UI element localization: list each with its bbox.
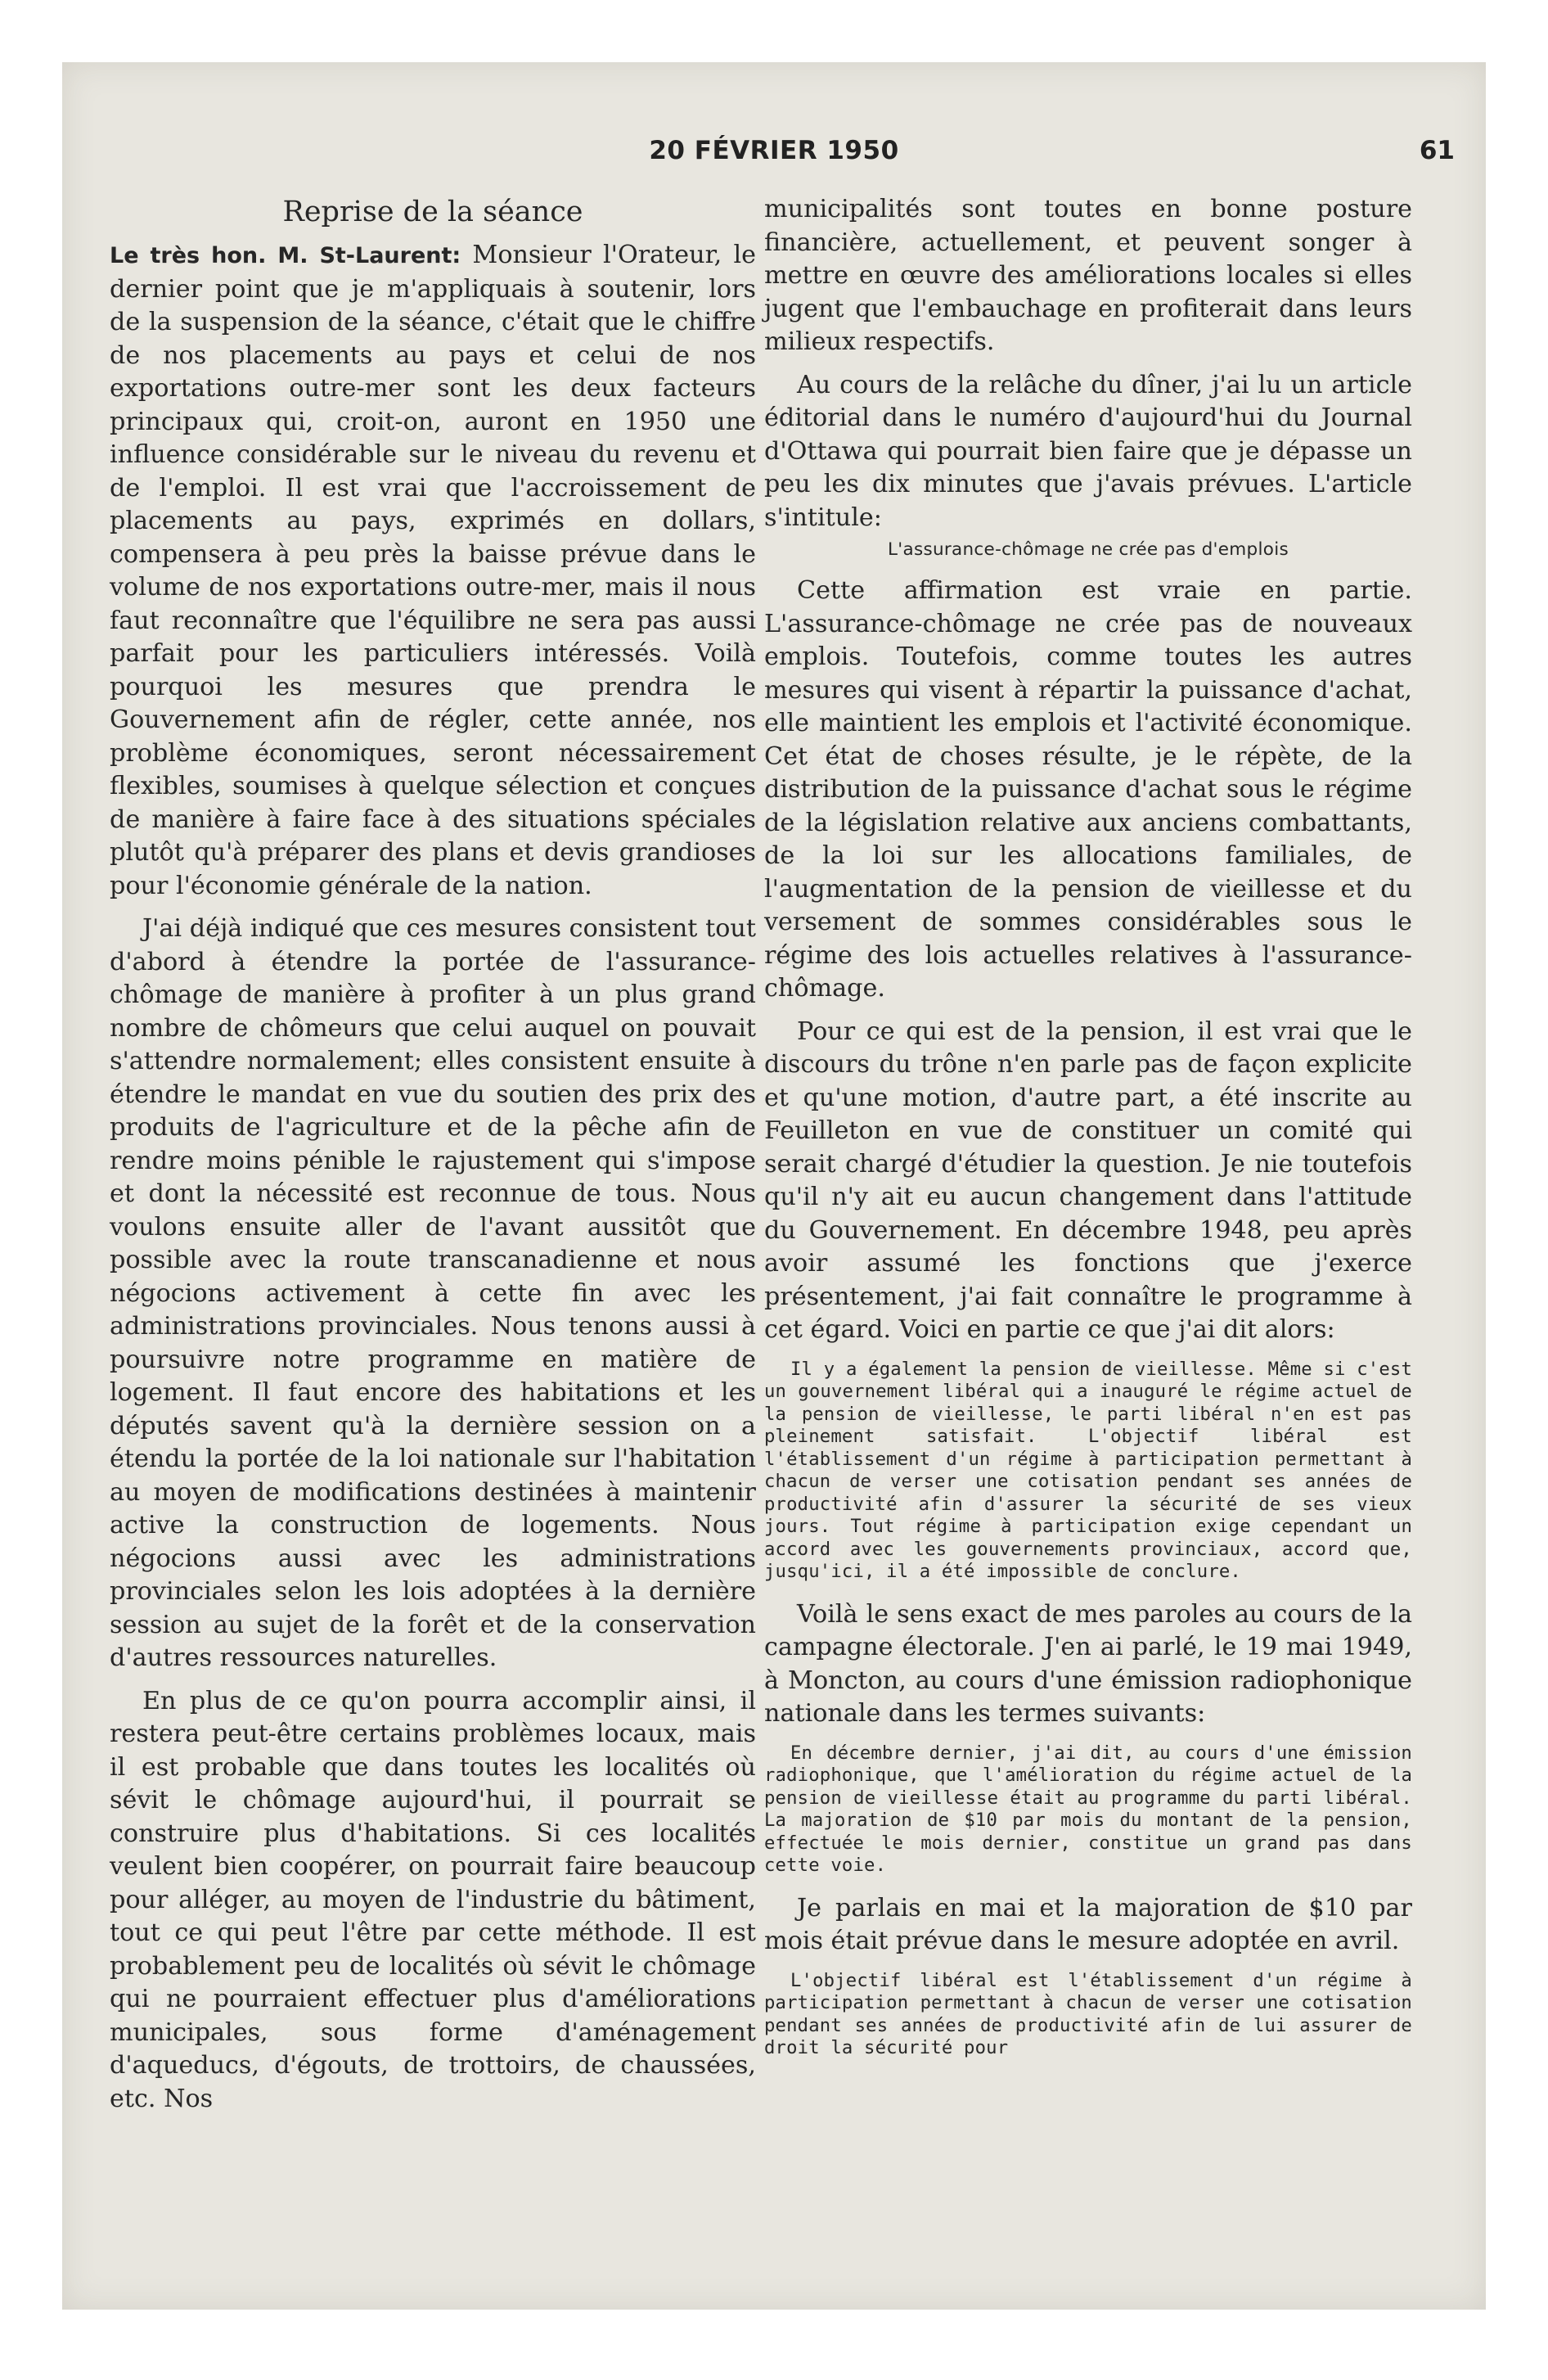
block-quote: Il y a également la pension de vieillesse. Même si c'est un gouvernement libéral qui a inauguré le régime actuel de la pension de vieillesse, le parti libéral n'en est pas pleinement satisfait. L'objectif libéral est l'établissement d'un régime à participation permettant à chacun de verser une cotisation pendant ses années de productivité afin d'assurer la sécurité de ses vieux jours. Tout régime à participation exige cependant un accord avec les gouvernements provinciaux, accord que, jusqu'ici, il a été impossible de conclure. — [764, 1358, 1412, 1582]
section-title: Reprise de la séance — [282, 196, 583, 228]
page-number: 61 — [1419, 136, 1455, 165]
paragraph: En plus de ce qu'on pourra accomplir ainsi, il restera peut-être certains problèmes locaux, mais il est probable que dans toutes les localités où sévit le chômage aujourd'hui, il pourrait se construire plus d'habitations. Si ces localités veulent bien coopérer, on pourrait faire beaucoup pour alléger, au moyen de l'industrie du bâtiment, tout ce qui peut l'être par cette méthode. Il est probablement peu de localités où sévit le chômage qui ne pourraient effectuer plus d'améliorations municipales, sous forme d'aménagement d'aqueducs, d'égouts, de trottoirs, de chaussées, etc. Nos — [110, 1686, 756, 2113]
left-column — [110, 193, 756, 2116]
paragraph: Voilà le sens exact de mes paroles au cours de la campagne électorale. J'en ai parlé, le 19 mai 1949, à Moncton, au cours d'une émission radiophonique nationale dans les termes suivants: — [764, 1599, 1412, 1728]
speaker-name: Le très hon. M. St-Laurent: — [110, 243, 461, 268]
page-date: 20 FÉVRIER 1950 — [649, 136, 899, 165]
page-header — [62, 136, 1486, 177]
paragraph: municipalités sont toutes en bonne posture financière, actuellement, et peuvent songer à mettre en œuvre des améliorations locales si elles jugent que l'embauchage en profiterait dans leurs milieux respectifs. — [764, 195, 1412, 356]
paragraph: J'ai déjà indiqué que ces mesures consistent tout d'abord à étendre la portée de l'assurance-chômage de manière à profiter à un plus grand nombre de chômeurs que celui auquel on pouvait s'attendre normalement; elles consistent ensuite à étendre le mandat en vue du soutien des prix des produits de l'agriculture et de la pêche afin de rendre moins pénible le rajustement qui s'impose et dont la nécessité est reconnue de tous. Nous voulons ensuite aller de l'avant aussitôt que possible avec la route transcanadienne et nous négocions activement à cette fin avec les administrations provinciales. Nous tenons aussi à poursuivre notre programme en matière de logement. Il faut encore des habitations et les députés savent qu'à la dernière session on a étendu la portée de la loi nationale sur l'habitation au moyen de modifications destinées à maintenir active la construction de logements. Nous négocions aussi avec les administrations provinciales selon les lois adoptées à la dernière session au sujet de la forêt et de la conservation d'autres ressources naturelles. — [110, 914, 756, 1672]
quoted-headline: L'assurance-chômage ne crée pas d'emplois — [888, 539, 1289, 560]
paragraph-text: Monsieur l'Orateur, le dernier point que je m'appliquais à soutenir, lors de la suspension de la séance, c'était que le chiffre de nos placements au pays et celui de nos exportations outre-mer sont les deux facteurs principaux qui, croit-on, auront en 1950 une influence considérable sur le niveau du revenu et de l'emploi. Il est vrai que l'accroissement de placements au pays, exprimés en dollars, compensera à peu près la baisse prévue dans le volume de nos exportations outre-mer, mais il nous faut reconnaître que l'équilibre ne sera pas aussi parfait pour les particuliers intéressés. Voilà pourquoi les mesures que prendra le Gouvernement afin de régler, cette année, nos problème économiques, seront nécessairement flexibles, soumises à quelque sélection et conçues de manière à faire face à des situations spéciales plutôt qu'à préparer des plans et devis grandioses pour l'économie générale de la nation. — [110, 241, 756, 900]
right-column — [764, 193, 1412, 2075]
paragraph: Cette affirmation est vraie en partie. L'assurance-chômage ne crée pas de nouveaux emplois. Toutefois, comme toutes les autres mesures qui visent à répartir la puissance d'achat, elle maintient les emplois et l'activité économique. Cet état de choses résulte, je le répète, de la distribution de la puissance d'achat sous le régime de la législation relative aux anciens combattants, de la loi sur les allocations familiales, de l'augmentation de la pension de vieillesse et du versement de sommes considérables sous le régime des lois actuelles relatives à l'assurance-chômage. — [764, 576, 1412, 1003]
paragraph: Je parlais en mai et la majoration de $10 par mois était prévue dans le mesure adoptée en avril. — [764, 1893, 1412, 1955]
paragraph: Pour ce qui est de la pension, il est vrai que le discours du trône n'en parle pas de façon explicite et qu'une motion, d'autre part, a été inscrite au Feuilleton en vue de constituer un comité qui serait chargé d'étudier la question. Je nie toutefois qu'il n'y ait eu aucun changement dans l'attitude du Gouvernement. En décembre 1948, peu après avoir assumé les fonctions que j'exerce présentement, j'ai fait connaître le programme à cet égard. Voici en partie ce que j'ai dit alors: — [764, 1016, 1412, 1344]
block-quote: En décembre dernier, j'ai dit, au cours d'une émission radiophonique, que l'amélioration du régime actuel de la pension de vieillesse était au programme du parti libéral. La majoration de $10 par mois du montant de la pension, effectuée le mois dernier, constitue un grand pas dans cette voie. — [764, 1742, 1412, 1876]
block-quote: L'objectif libéral est l'établissement d'un régime à participation permettant à chacun de verser une cotisation pendant ses années de productivité afin de lui assurer de droit la sécurité pour — [764, 1969, 1412, 2058]
paragraph: Au cours de la relâche du dîner, j'ai lu un article éditorial dans le numéro d'aujourd'hui du Journal d'Ottawa qui pourrait bien faire que je dépasse un peu les dix minutes que j'avais prévues. L'article s'intitule: — [764, 370, 1412, 532]
scanned-page — [62, 62, 1486, 2310]
paragraph — [110, 239, 756, 903]
